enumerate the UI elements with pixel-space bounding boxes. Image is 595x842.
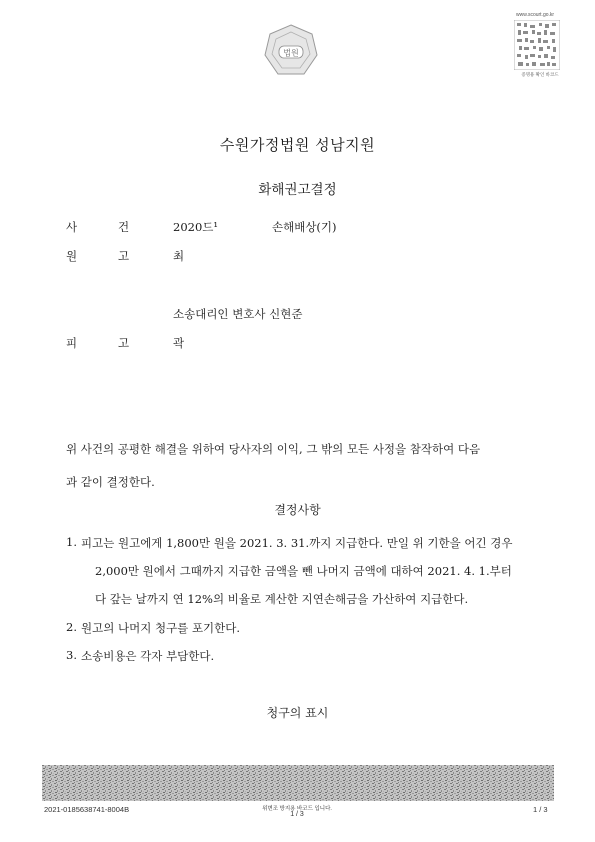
plaintiff-name: 최 [173, 249, 185, 263]
item-3-text: 소송비용은 각자 부담한다. [81, 649, 215, 663]
item-2-number: 2. [66, 620, 77, 634]
defendant-label-1: 피 [66, 336, 78, 350]
plaintiff-label-2: 고 [118, 249, 130, 263]
item-1-number: 1. [66, 535, 77, 549]
anti-forgery-barcode [42, 765, 554, 801]
intro-line-2: 과 같이 결정한다. [66, 475, 155, 489]
verification-qr-code [514, 20, 560, 70]
decision-heading: 결정사항 [274, 503, 321, 517]
qr-caption: 증명용 확인 바코드 [521, 72, 559, 77]
court-name: 수원가정법원 성남지원 [219, 136, 376, 154]
case-label-1: 사 [66, 220, 78, 234]
item-3-number: 3. [66, 648, 77, 662]
item-1-line-1: 피고는 원고에게 1,800만 원을 2021. 3. 31.까지 지급한다. 만일 위 기한을 어긴 경우 [81, 536, 513, 550]
plaintiff-attorney: 소송대리인 변호사 신현준 [173, 307, 303, 321]
footer-center-page: 1 / 3 [290, 811, 304, 818]
site-url: www.scourt.go.kr [516, 12, 555, 18]
document-title: 화해권고결정 [258, 182, 337, 198]
document-id: 2021-0185638741-8004B [44, 805, 130, 814]
plaintiff-label-1: 원 [66, 249, 78, 263]
case-label-2: 건 [118, 220, 130, 234]
intro-line-1: 위 사건의 공평한 해결을 위하여 당사자의 이익, 그 밖의 모든 사정을 참작하여 다음 [66, 442, 481, 456]
emblem-label: 법원 [283, 48, 299, 58]
page-number: 1 / 3 [533, 805, 548, 814]
item-2-text: 원고의 나머지 청구를 포기한다. [81, 621, 241, 635]
case-number: 2020드¹ [173, 220, 218, 234]
footer-barcode-note: 위변조 방지용 바코드 입니다. [262, 806, 332, 812]
court-emblem [262, 22, 320, 80]
defendant-name: 곽 [173, 336, 185, 350]
item-1-line-2: 2,000만 원에서 그때까지 지급한 금액을 뺀 나머지 금액에 대하여 2021. 4. 1.부터 [95, 564, 512, 578]
defendant-label-2: 고 [118, 336, 130, 350]
case-name: 손해배상(기) [272, 220, 337, 234]
claim-heading: 청구의 표시 [266, 706, 329, 720]
item-1-line-3: 다 갚는 날까지 연 12%의 비율로 계산한 지연손해금을 가산하여 지급한다. [95, 592, 469, 606]
